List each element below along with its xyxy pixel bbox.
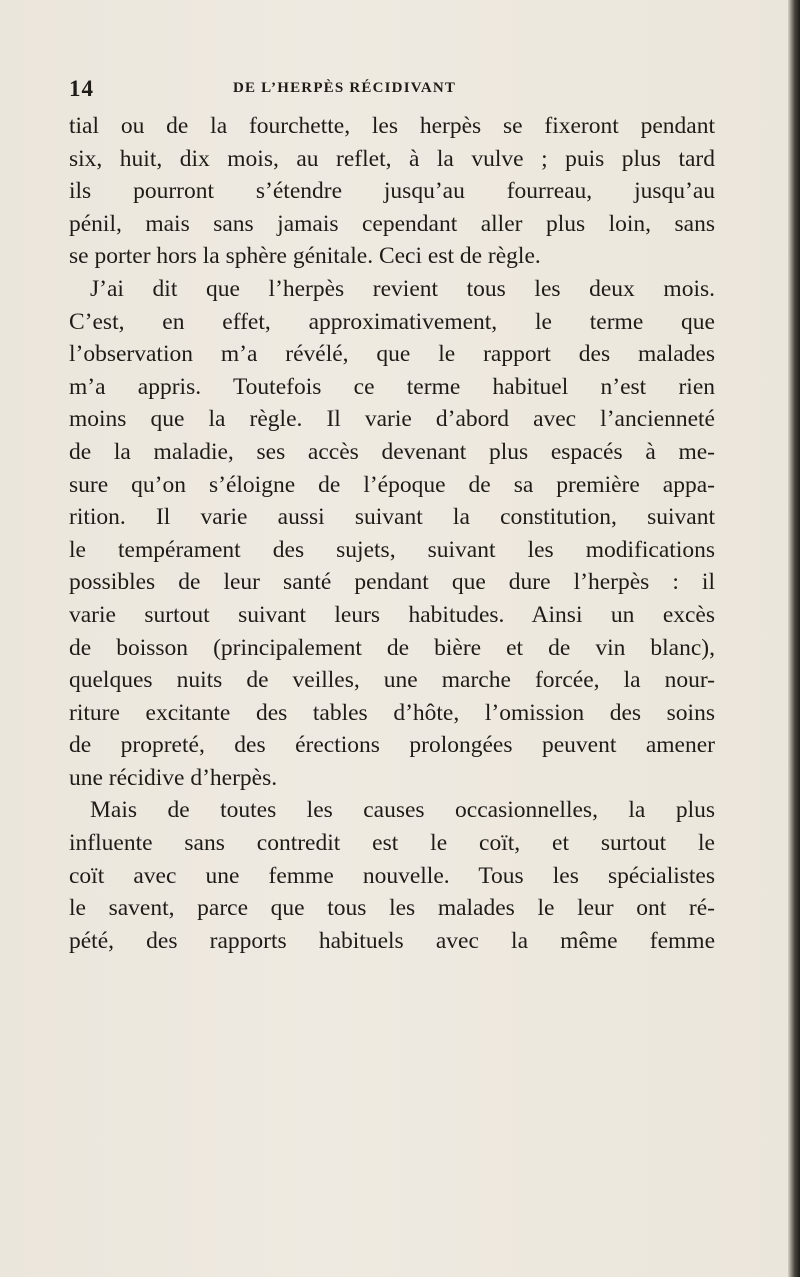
text-line: une récidive d’herpès.	[69, 764, 278, 791]
text-line: le savent, parce que tous les malades le leur ont ré-	[69, 895, 715, 922]
text-line: tial ou de la fourchette, les herpès se fixeront pendant	[69, 113, 715, 139]
page-edge-shadow	[788, 0, 800, 1277]
text-line: quelques nuits de veilles, une marche forcée, la nour-	[69, 667, 715, 694]
text-line: m’a appris. Toutefois ce terme habituel n’est rien	[69, 373, 715, 400]
text-line: de boisson (principalement de bière et de vin blanc),	[69, 634, 715, 661]
page-number: 14	[69, 76, 94, 101]
text-line: six, huit, dix mois, au reflet, à la vulve ; puis plus tard	[69, 145, 715, 172]
text-line: C’est, en effet, approximativement, le terme que	[69, 308, 715, 335]
text-line: J’ai dit que l’herpès revient tous les deux mois.	[90, 275, 715, 302]
running-title: DE L’HERPÈS RÉCIDIVANT	[233, 80, 457, 96]
text-line: se porter hors la sphère génitale. Ceci est de règle.	[69, 243, 541, 270]
text-line: rition. Il varie aussi suivant la constitution, suivant	[69, 504, 715, 531]
text-line: pété, des rapports habituels avec la même femme	[69, 927, 715, 954]
text-line: l’observation m’a révélé, que le rapport des malades	[69, 341, 715, 368]
text-line: possibles de leur santé pendant que dure l’herpès : il	[69, 569, 715, 596]
page-header	[69, 76, 709, 106]
text-line: de propreté, des érections prolongées peuvent amener	[69, 732, 715, 759]
text-line: riture excitante des tables d’hôte, l’omission des soins	[69, 699, 715, 726]
text-line: ils pourront s’étendre jusqu’au fourreau, jusqu’au	[69, 178, 715, 205]
text-line: Mais de toutes les causes occasionnelles, la plus	[90, 797, 715, 824]
text-line: sure qu’on s’éloigne de l’époque de sa première appa-	[69, 471, 715, 498]
text-line: moins que la règle. Il varie d’abord avec l’ancienneté	[69, 406, 715, 433]
text-line: de la maladie, ses accès devenant plus espacés à me-	[69, 438, 715, 465]
text-line: pénil, mais sans jamais cependant aller plus loin, sans	[69, 210, 715, 237]
text-line: coït avec une femme nouvelle. Tous les spécialistes	[69, 862, 715, 889]
text-line: le tempérament des sujets, suivant les modifications	[69, 536, 715, 563]
text-line: varie surtout suivant leurs habitudes. Ainsi un excès	[69, 601, 715, 628]
body-text	[69, 110, 715, 957]
text-line: influente sans contredit est le coït, et surtout le	[69, 830, 715, 857]
